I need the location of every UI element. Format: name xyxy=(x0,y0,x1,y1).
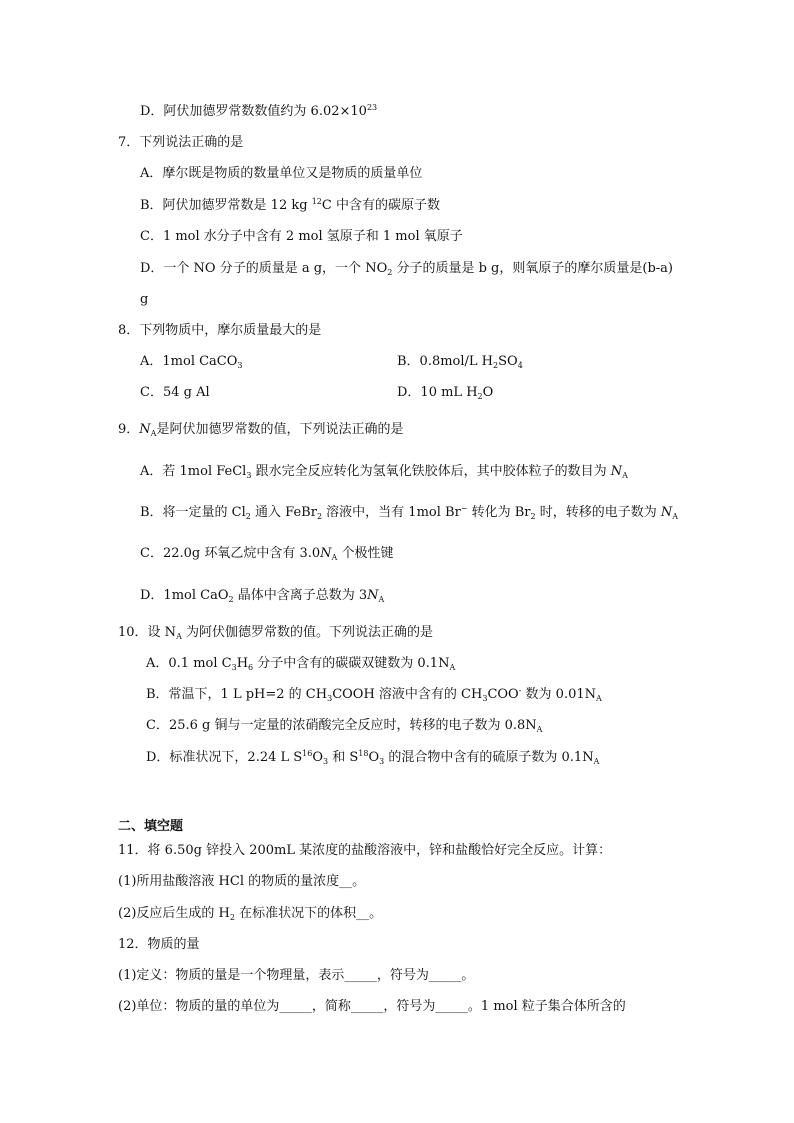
section-title: 二、填空题 xyxy=(118,819,184,834)
q7-option-b: B．阿伏加德罗常数是 12 kg $^{12}$C 中含有的碳原子数 xyxy=(140,197,440,213)
q6-option-d: D．阿伏加德罗常数数值约为 $6.02\times 10^{23}$ xyxy=(140,103,378,119)
q12-stem: 12．物质的量 xyxy=(118,937,200,952)
q8-option-b: B．0.8mol/L $H_2SO_4$ xyxy=(397,354,523,370)
q7-option-a: A．摩尔既是物质的数量单位又是物质的质量单位 xyxy=(140,166,423,181)
q10-option-b: B．常温下，1 L pH=2 的 $CH_3COOH$ 溶液中含有的 $CH_3COO^-$ 数为 $0.01N_A$ xyxy=(146,686,602,703)
q7-option-c: C．1 mol 水分子中含有 2 mol 氢原子和 1 mol 氧原子 xyxy=(140,229,463,244)
q9-option-d: D．1mol CaO$_2$ 晶体中含离子总数为 $3N_A$ xyxy=(140,588,385,604)
q7-option-d-wrap: g xyxy=(140,292,149,307)
q8-stem: 8．下列物质中，摩尔质量最大的是 xyxy=(118,323,322,338)
q7-option-d: D．一个 NO 分子的质量是 a g，一个 $NO_2$ 分子的质量是 b g，则氧原子的摩尔质量是(b-a) xyxy=(140,261,673,277)
q9-option-b: B．将一定量的 $Cl_2$ 通入 FeBr$_2$ 溶液中，当有 1mol Br− 转化为 $Br_2$ 时，转移的电子数为 $N_A$ xyxy=(140,504,679,521)
q11-part1: (1)所用盐酸溶液 HCl 的物质的量浓度__。 xyxy=(118,874,366,889)
q9-option-c: C．22.0g 环氧乙烷中含有 $3.0N_A$ 个极性键 xyxy=(140,546,394,562)
q10-stem: 10．设 $N_A$ 为阿伏伽德罗常数的值。下列说法正确的是 xyxy=(118,625,433,641)
q9-stem: 9．$N_A$是阿伏加德罗常数的值，下列说法正确的是 xyxy=(118,422,404,438)
q8-option-a: A．1mol CaCO$_3$ xyxy=(140,354,243,370)
q12-part1: (1)定义：物质的量是一个物理量，表示_____，符号为_____。 xyxy=(118,968,475,983)
q10-option-d: D．标准状况下，2.24 L $S^{16}O_3$ 和 $S^{18}O_3$ 的混合物中含有的硫原子数为 $0.1N_A$ xyxy=(146,749,600,766)
q12-part2: (2)单位：物质的量的单位为_____，简称_____，符号为_____。1 mol 粒子集合体所含的 xyxy=(118,999,626,1014)
q11-stem: 11．将 6.50g 锌投入 200mL 某浓度的盐酸溶液中，锌和盐酸恰好完全反应。计算： xyxy=(118,843,612,858)
q10-option-c: C．25.6 g 铜与一定量的浓硝酸完全反应时，转移的电子数为 $0.8N_A$ xyxy=(146,718,543,734)
q8-option-d: D．10 mL $H_2O$ xyxy=(397,385,494,401)
q9-option-a: A．若 1mol FeCl$_3$ 跟水完全反应转化为氢氧化铁胶体后，其中胶体粒子的数目为 $N_A$ xyxy=(140,464,628,480)
q7-stem: 7．下列说法正确的是 xyxy=(118,135,244,150)
q8-option-c: C．54 g Al xyxy=(140,385,210,400)
q10-option-a: A．0.1 mol $C_3H_6$ 分子中含有的碳碳双键数为 $0.1N_A$ xyxy=(146,656,456,672)
q11-part2: (2)反应后生成的 $H_2$ 在标准状况下的体积__。 xyxy=(118,906,383,922)
